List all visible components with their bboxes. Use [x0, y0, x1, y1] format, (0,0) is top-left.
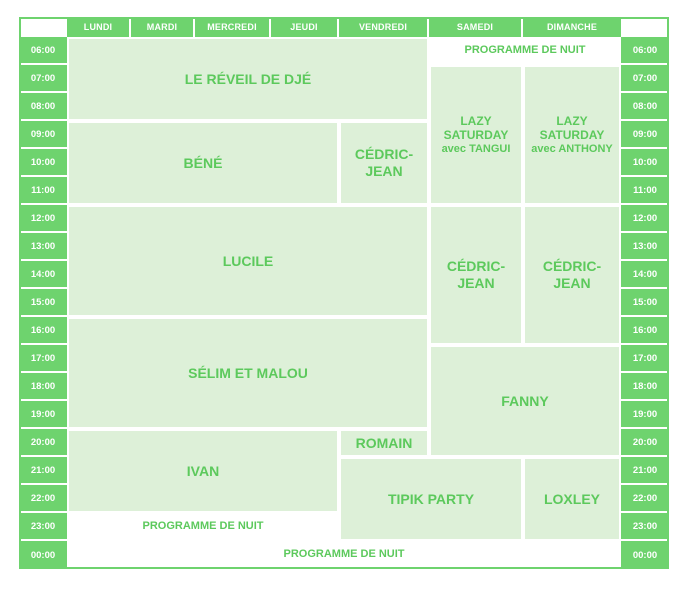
hour-text: 16:00: [30, 324, 56, 336]
hour-label-left-1900: [19, 401, 67, 429]
hour-text: 20:00: [30, 436, 56, 448]
program-block-programme-de-nuit-overnight[interactable]: [67, 541, 621, 569]
hour-text: 23:00: [632, 520, 658, 532]
hour-text: 15:00: [632, 296, 658, 308]
hour-label-left-2000: [19, 429, 67, 457]
hour-label-right-2200: [621, 485, 669, 513]
hour-label-left-2100: [19, 457, 67, 485]
hour-text: 09:00: [632, 128, 658, 140]
program-title: CÉDRIC-JEAN: [354, 146, 414, 179]
day-header-label: JEUDI: [290, 22, 318, 32]
program-block-lazy-saturday-anthony[interactable]: [523, 65, 621, 205]
program-subtitle: avec ANTHONY: [531, 142, 613, 155]
hour-text: 09:00: [30, 128, 56, 140]
hour-label-left-1000: [19, 149, 67, 177]
hour-text: 18:00: [30, 380, 56, 392]
program-title: ROMAIN: [355, 434, 413, 451]
hour-label-left-1600: [19, 317, 67, 345]
program-title: LUCILE: [222, 252, 274, 269]
hour-text: 20:00: [632, 436, 658, 448]
hour-text: 13:00: [30, 240, 56, 252]
hour-label-right-0800: [621, 93, 669, 121]
program-block-fanny[interactable]: [429, 345, 621, 457]
day-header-label: LUNDI: [83, 22, 113, 32]
hour-text: 13:00: [632, 240, 658, 252]
hour-label-right-1100: [621, 177, 669, 205]
program-title: LE RÉVEIL DE DJÉ: [184, 70, 312, 87]
hour-text: 10:00: [30, 156, 56, 168]
hour-label-right-1500: [621, 289, 669, 317]
hour-label-right-1400: [621, 261, 669, 289]
program-block-programme-de-nuit-weeknight[interactable]: [67, 513, 339, 541]
day-header-lundi[interactable]: [67, 17, 131, 37]
hour-label-left-0900: [19, 121, 67, 149]
hour-text: 06:00: [30, 44, 56, 56]
hour-text: 16:00: [632, 324, 658, 336]
hour-text: 19:00: [30, 408, 56, 420]
hour-label-right-2100: [621, 457, 669, 485]
hour-label-left-1500: [19, 289, 67, 317]
day-header-mardi[interactable]: [131, 17, 195, 37]
hour-label-right-1600: [621, 317, 669, 345]
hour-text: 17:00: [30, 352, 56, 364]
hour-label-right-0700: [621, 65, 669, 93]
hour-text: 15:00: [30, 296, 56, 308]
hour-text: 22:00: [30, 492, 56, 504]
hour-label-left-0600: [19, 37, 67, 65]
hour-text: 19:00: [632, 408, 658, 420]
hour-label-left-1200: [19, 205, 67, 233]
program-title: BÉNÉ: [183, 154, 223, 171]
day-header-mercredi[interactable]: [195, 17, 271, 37]
hour-text: 11:00: [633, 184, 657, 196]
hour-text: 12:00: [632, 212, 658, 224]
hour-label-left-2200: [19, 485, 67, 513]
program-title: PROGRAMME DE NUIT: [283, 548, 405, 561]
hour-label-right-0900: [621, 121, 669, 149]
program-block-programme-de-nuit-weekend-morning[interactable]: [429, 37, 621, 65]
program-title: FANNY: [501, 392, 549, 409]
hour-text: 14:00: [632, 268, 658, 280]
day-header-samedi[interactable]: [429, 17, 523, 37]
hour-text: 10:00: [632, 156, 658, 168]
hour-text: 00:00: [632, 549, 658, 561]
hour-text: 14:00: [30, 268, 56, 280]
hour-label-right-1300: [621, 233, 669, 261]
program-block-le-reveil-de-dje[interactable]: [67, 37, 429, 121]
program-block-tipik-party[interactable]: [339, 457, 523, 541]
day-header-label: MERCREDI: [207, 22, 257, 32]
program-block-ivan[interactable]: [67, 429, 339, 513]
hour-label-left-1700: [19, 345, 67, 373]
day-header-label: DIMANCHE: [546, 22, 598, 32]
program-title: PROGRAMME DE NUIT: [142, 520, 264, 533]
hour-label-left-2300: [19, 513, 67, 541]
program-title: LAZY SATURDAY: [539, 114, 605, 143]
hour-label-right-2000: [621, 429, 669, 457]
hour-label-left-1800: [19, 373, 67, 401]
program-block-romain[interactable]: [339, 429, 429, 457]
program-title: CÉDRIC-JEAN: [542, 258, 602, 291]
hour-label-left-0800: [19, 93, 67, 121]
hour-label-right-0600: [621, 37, 669, 65]
program-block-cedric-jean-samedi[interactable]: [429, 205, 523, 345]
day-header-vendredi[interactable]: [339, 17, 429, 37]
program-block-selim-et-malou[interactable]: [67, 317, 429, 429]
program-block-bene[interactable]: [67, 121, 339, 205]
program-title: IVAN: [186, 462, 220, 479]
day-header-label: MARDI: [146, 22, 178, 32]
hour-text: 07:00: [632, 72, 658, 84]
program-block-lucile[interactable]: [67, 205, 429, 317]
hour-text: 06:00: [632, 44, 658, 56]
program-block-cedric-jean-dimanche[interactable]: [523, 205, 621, 345]
hour-text: 23:00: [30, 520, 56, 532]
program-title: PROGRAMME DE NUIT: [464, 44, 586, 57]
hour-text: 17:00: [632, 352, 658, 364]
program-block-lazy-saturday-tangui[interactable]: [429, 65, 523, 205]
day-header-dimanche[interactable]: [523, 17, 621, 37]
hour-label-right-2300: [621, 513, 669, 541]
hour-text: 11:00: [31, 184, 55, 196]
day-header-label: SAMEDI: [456, 22, 494, 32]
hour-text: 08:00: [632, 100, 658, 112]
hour-label-right-1200: [621, 205, 669, 233]
hour-text: 12:00: [30, 212, 56, 224]
hour-text: 21:00: [30, 464, 56, 476]
hour-text: 00:00: [30, 549, 56, 561]
hour-label-left-0000: [19, 541, 67, 569]
hour-label-right-0000: [621, 541, 669, 569]
hour-text: 18:00: [632, 380, 658, 392]
hour-label-left-1100: [19, 177, 67, 205]
program-title: TIPIK PARTY: [387, 490, 475, 507]
hour-label-right-1900: [621, 401, 669, 429]
hour-label-right-1800: [621, 373, 669, 401]
hour-text: 07:00: [30, 72, 56, 84]
program-block-cedric-jean-vendredi[interactable]: [339, 121, 429, 205]
program-subtitle: avec TANGUI: [441, 142, 511, 155]
day-header-label: VENDREDI: [358, 22, 408, 32]
day-header-jeudi[interactable]: [271, 17, 339, 37]
hour-text: 21:00: [632, 464, 658, 476]
hour-label-right-1000: [621, 149, 669, 177]
program-title: SÉLIM ET MALOU: [188, 364, 308, 381]
hour-text: 22:00: [632, 492, 658, 504]
hour-label-left-1300: [19, 233, 67, 261]
hour-label-right-1700: [621, 345, 669, 373]
program-title: LOXLEY: [543, 490, 600, 507]
program-title: CÉDRIC-JEAN: [446, 258, 506, 291]
program-block-loxley[interactable]: [523, 457, 621, 541]
program-title: LAZY SATURDAY: [443, 114, 509, 143]
hour-label-left-0700: [19, 65, 67, 93]
hour-label-left-1400: [19, 261, 67, 289]
hour-text: 08:00: [30, 100, 56, 112]
